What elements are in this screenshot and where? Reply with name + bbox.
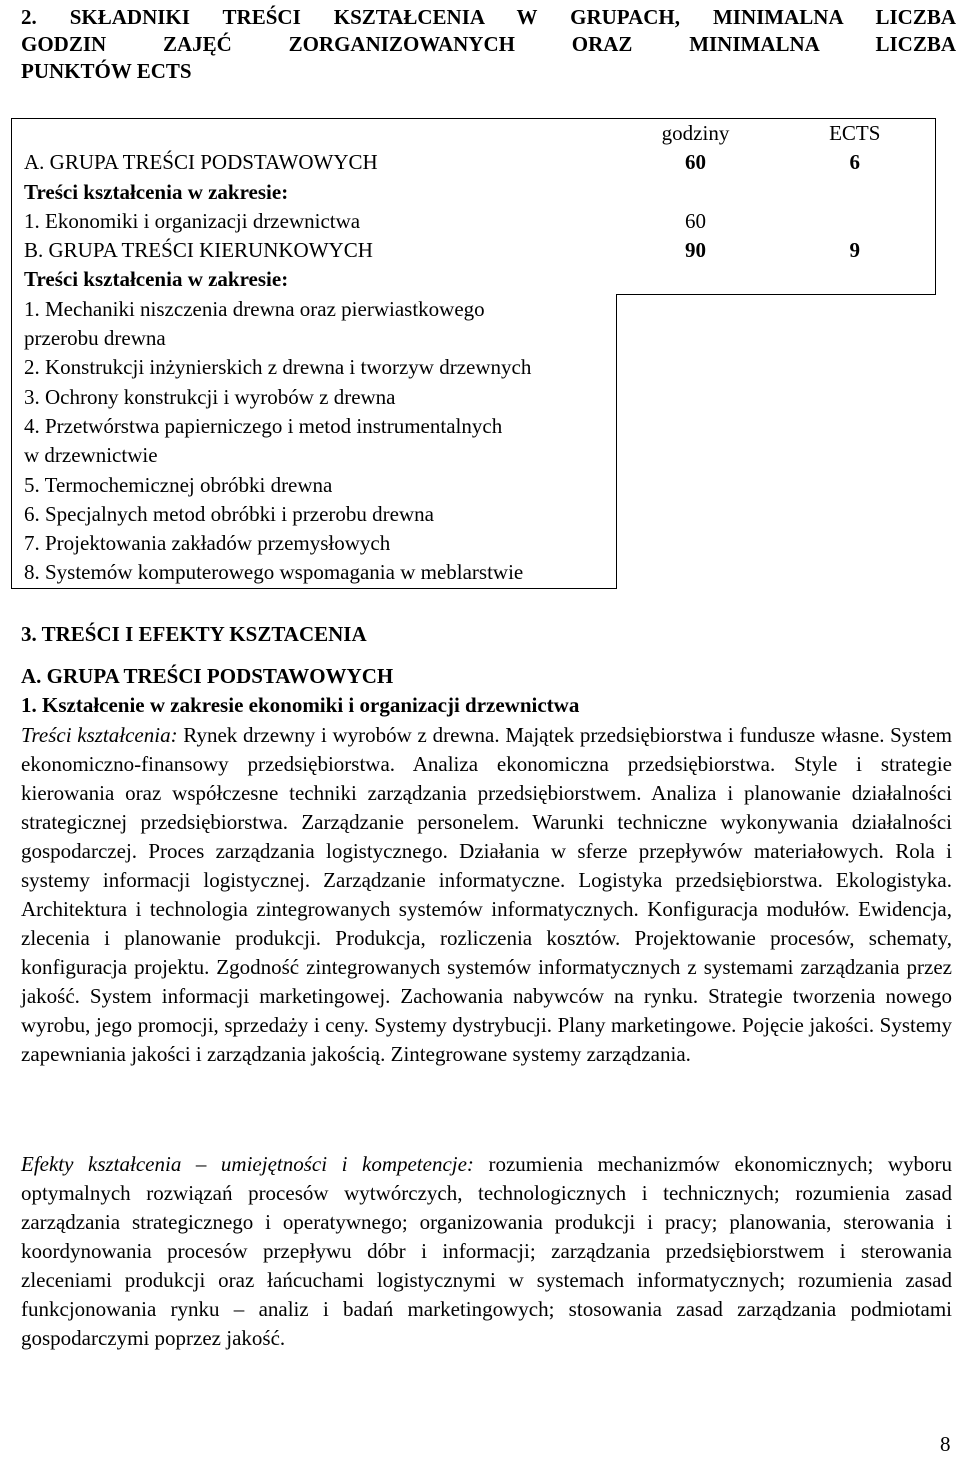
table-row <box>12 265 936 294</box>
group-b-ects: 9 <box>775 236 936 265</box>
table-row <box>12 148 936 177</box>
table-header-empty <box>12 119 617 149</box>
table-row <box>12 471 936 500</box>
group-b-item-5: 5. Termochemicznej obróbki drewna <box>12 471 617 500</box>
table-row <box>12 412 936 471</box>
table-row <box>12 558 936 588</box>
group-b-subtitle: Treści kształcenia w zakresie: <box>12 265 617 294</box>
col-header-ects: ECTS <box>775 119 936 149</box>
table-row <box>12 500 936 529</box>
table-row <box>12 295 936 354</box>
table-row <box>12 178 936 207</box>
group-a-hours: 60 <box>685 150 706 175</box>
group-b-title: B. GRUPA TREŚCI KIERUNKOWYCH <box>12 236 617 265</box>
col-header-hours: godziny <box>617 119 775 149</box>
section-2-heading <box>21 4 956 85</box>
group-b-item-8: 8. Systemów komputerowego wspomagania w meblarstwie <box>12 558 617 588</box>
group-a-ects: 6 <box>775 148 936 177</box>
table-row <box>12 207 936 236</box>
section-3-title: 3. TREŚCI I EFEKTY KSZTACENIA <box>21 622 367 646</box>
content-paragraph <box>21 721 952 1069</box>
table-row <box>12 353 936 382</box>
heading-line-3: PUNKTÓW ECTS <box>21 59 192 83</box>
group-a-subtitle: Treści kształcenia w zakresie: <box>12 178 617 207</box>
content-label: Treści kształcenia: <box>21 723 178 747</box>
section-3-subtitle: 1. Kształcenie w zakresie ekonomiki i organizacji drzewnictwa <box>21 693 580 717</box>
table-row <box>12 236 936 265</box>
group-b-item-7: 7. Projektowania zakładów przemysłowych <box>12 529 617 558</box>
group-a-item-1-hours: 60 <box>685 208 706 233</box>
group-b-hours: 90 <box>685 238 706 263</box>
group-b-item-1: 1. Mechaniki niszczenia drewna oraz pierwiastkowego przerobu drewna <box>12 295 617 354</box>
group-a-title: A. GRUPA TREŚCI PODSTAWOWYCH <box>12 148 617 177</box>
heading-line-2: GODZIN ZAJĘĆ ZORGANIZOWANYCH ORAZ MINIMALNA LICZBA <box>21 32 956 56</box>
group-a-item-1: 1. Ekonomiki i organizacji drzewnictwa <box>12 207 617 236</box>
effects-text: rozumienia mechanizmów ekonomicznych; wyboru optymalnych rozwiązań procesów wytwórczych, technologicznych i technicznych; rozumienia zasad zarządzania strategicznego i operatywnego; organizowania produkcji i pracy; planowania, sterowania i koordynowania procesów przepływu dóbr i informacji; zarządzania przedsiębiorstwem i sterowania zleceniami produkcji oraz łańcuchami logistycznymi w systemach informatycznych; rozumienia zasad funkcjonowania rynku – analiz i badań marketingowych; stosowania zasad zarządzania podmiotami gospodarczymi poprzez jakość. <box>21 1152 952 1350</box>
group-b-item-6: 6. Specjalnych metod obróbki i przerobu drewna <box>12 500 617 529</box>
curriculum-table <box>11 118 936 589</box>
group-b-item-2: 2. Konstrukcji inżynierskich z drewna i tworzyw drzewnych <box>12 353 617 382</box>
heading-line-1: 2. SKŁADNIKI TREŚCI KSZTAŁCENIA W GRUPACH, MINIMALNA LICZBA <box>21 5 956 29</box>
page-number: 8 <box>940 1432 951 1456</box>
effects-paragraph <box>21 1150 952 1353</box>
section-3-group-title: A. GRUPA TREŚCI PODSTAWOWYCH <box>21 664 394 688</box>
effects-label: Efekty kształcenia – umiejętności i kompetencje: <box>21 1152 474 1176</box>
table-row <box>12 383 936 412</box>
content-text: Rynek drzewny i wyrobów z drewna. Majątek przedsiębiorstwa i fundusze własne. System ekonomiczno-finansowy przedsiębiorstwa. Analiza ekonomiczna przedsiębiorstwa. Style i strategie kierowania oraz współczesne techniki zarządzania przedsiębiorstwem. Analiza i planowanie działalności strategicznej przedsiębiorstwa. Zarządzanie personelem. Warunki techniczne wykonywania działalności gospodarczej. Proces zarządzania logistycznego. Działania w sferze przepływów materiałowych. Rola i systemy informacji logistycznej. Zarządzanie informatyczne. Logistyka przedsiębiorstwa. Ekologistyka. Architektura i technologia zintegrowanych systemów informatycznych. Konfiguracja modułów. Ewidencja, zlecenia i planowanie produkcji. Produkcja, rozliczenia kosztów. Projektowanie procesów, schematy, konfiguracja projektu. Zgodność zintegrowanych systemów informatycznych z systemami zarządzania przez jakość. System informacji marketingowej. Zachowania nabywców na rynku. Strategie tworzenia nowego wyrobu, jego promocji, sprzedaży i ceny. Systemy dystrybucji. Plany marketingowe. Pojęcie jakości. Systemy zapewniania jakości i zarządzania jakością. Zintegrowane systemy zarządzania. <box>21 723 952 1066</box>
table-header-row <box>12 119 936 149</box>
group-b-item-4: 4. Przetwórstwa papierniczego i metod instrumentalnych w drzewnictwie <box>12 412 617 471</box>
group-b-item-3: 3. Ochrony konstrukcji i wyrobów z drewna <box>12 383 617 412</box>
table-row <box>12 529 936 558</box>
